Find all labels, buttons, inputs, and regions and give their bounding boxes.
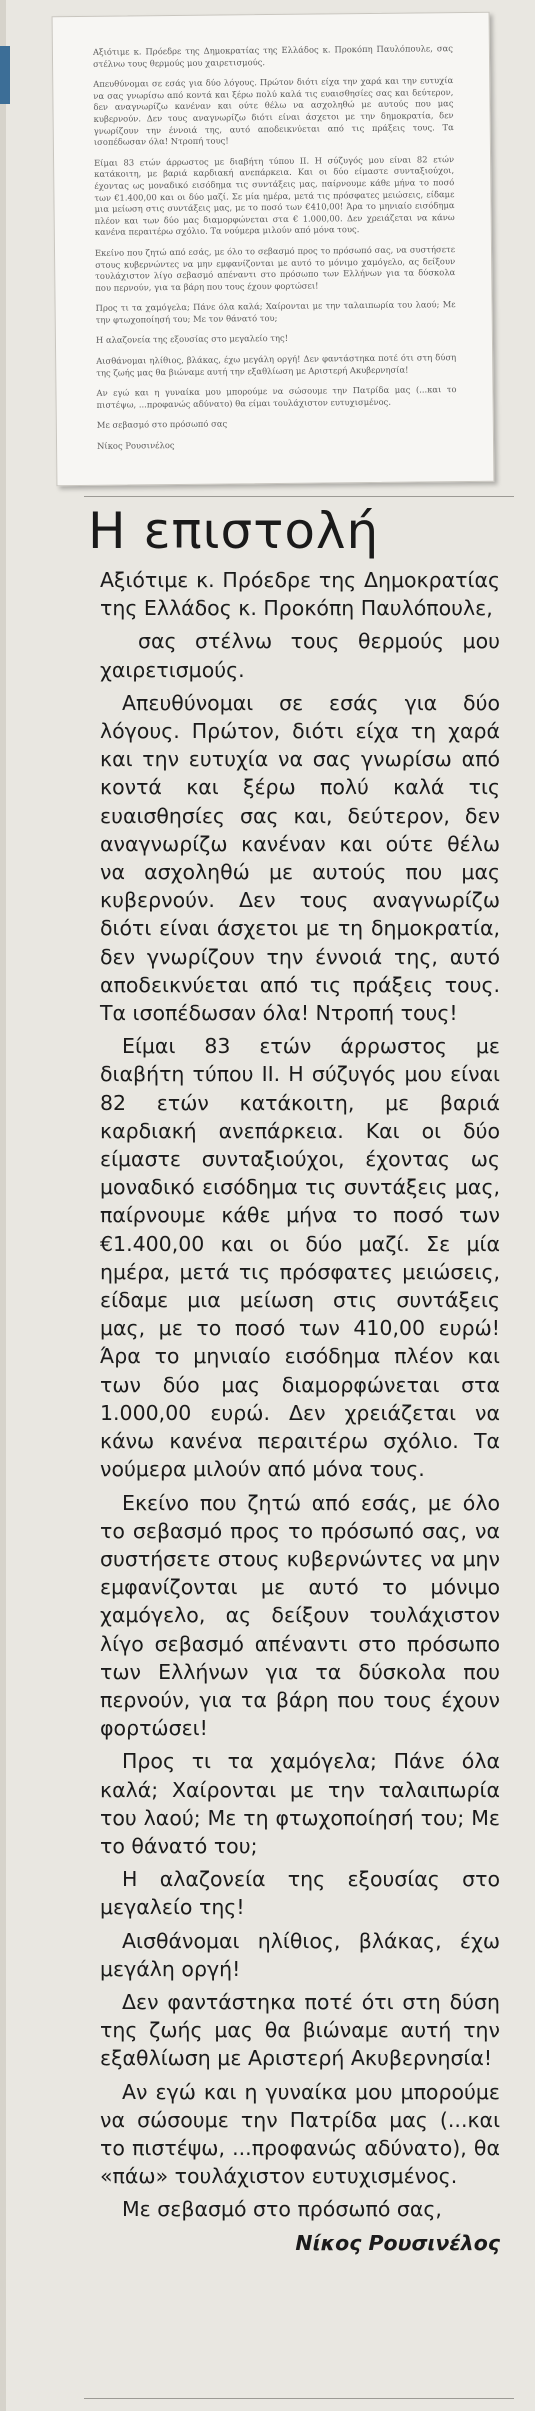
- photo-paragraph: Αξιότιμε κ. Πρόεδρε της Δημοκρατίας της Ελλάδος κ. Προκόπη Παυλόπουλε, σας στέλνω τους θερμούς μου χαιρετισμούς.: [92, 43, 453, 69]
- letter-photo-text: [53, 13, 494, 453]
- greeting-line: Αξιότιμε κ. Πρόεδρε της Δημοκρατίας της Ελλάδος κ. Προκόπη Παυλόπουλε,: [100, 568, 500, 621]
- article-paragraph: Εκείνο που ζητώ από εσάς, με όλο το σεβασμό προς το πρόσωπό σας, να συστήσετε στους κυβερνώντες να μην εμφανίζονται με αυτό το μόνιμο χαμόγελο, ας δείξουν τουλάχιστον λίγο σεβασμό απέναντι στο πρόσωπο των Ελλήνων για τα δύσκολα που περνούν, για τα βάρη που τους έχουν φορτώσει!: [100, 1490, 500, 1741]
- article-paragraph: Αισθάνομαι ηλίθιος, βλάκας, έχω μεγάλη οργή!: [100, 1928, 500, 1981]
- bottom-rule: [84, 2398, 514, 2399]
- page-edge: [0, 0, 6, 2411]
- adjacent-column-edge: [0, 46, 10, 104]
- closing-line: Με σεβασμό στο πρόσωπό σας,: [122, 2197, 442, 2222]
- article-body: [100, 566, 500, 2257]
- article-paragraph: Απευθύνομαι σε εσάς για δύο λόγους. Πρώτον, διότι είχα τη χαρά και την ευτυχία να σας γνωρίσω από κοντά και ξέρω πολύ καλά τις ευαισθησίες σας και, δεύτερον, δεν αναγνωρίζω κανέναν και ούτε θέλω να ασχοληθώ με αυτούς που μας κυβερνούν. Δεν τους αναγνωρίζω διότι είναι άσχετοι με τη δημοκρατία, δεν γνωρίζουν την έννοιά της, αυτό αποδεικνύεται από τις πράξεις τους. Τα ισοπέδωσαν όλα! Ντροπή τους!: [100, 690, 500, 1026]
- article-paragraph: Αν εγώ και η γυναίκα μου μπορούμε να σώσουμε την Πατρίδα μας (...και το πιστέψω, ...προφανώς αδύνατο), θα «πάω» τουλάχιστον ευτυχισμένος.: [100, 2079, 500, 2189]
- photo-paragraph: Είμαι 83 ετών άρρωστος με διαβήτη τύπου ΙΙ. Η σύζυγός μου είναι 82 ετών κατάκοιτη, με βαριά καρδιακή ανεπάρκεια. Και οι δύο είμαστε συνταξιούχοι, έχοντας ως μοναδικό εισόδημα τις συντάξεις μας, παίρνουμε κάθε μήνα το ποσό των €1.400,00 και οι δύο μαζί. Σε μία ημέρα, μετά τις πρόσφατες μειώσεις, είδαμε μια μείωση στις συντάξεις μας, με το ποσό των €410,00! Άρα το μηνιαίο εισόδημα πλέον και των δύο μας διαμορφώνεται στα € 1.000,00. Δεν χρειάζεται να κάνω κανένα περαιτέρω σχόλιο. Τα νούμερα μιλούν από μόνα τους.: [94, 153, 455, 238]
- photo-paragraph: Εκείνο που ζητώ από εσάς, με όλο το σεβασμό προς το πρόσωπό σας, να συστήσετε στους κυβερνώντες να μην εμφανίζονται με αυτό το μόνιμο χαμόγελο, ας δείξουν τουλάχιστον λίγο σεβασμό απέναντι στο πρόσωπο των Ελλήνων για τα δύσκολα που περνούν, για τα βάρη που τους έχουν φορτώσει!: [94, 244, 456, 293]
- letter-photo: [52, 12, 495, 487]
- photo-paragraph: Απευθύνομαι σε εσάς για δύο λόγους. Πρώτον διότι είχα την χαρά και την ευτυχία να σας γνωρίσω από κοντά και ξέρω πολύ καλά τις ευαισθησίες σας και δεύτερον, δεν αναγνωρίζω κανέναν και ούτε θέλω να ασχοληθώ με αυτούς που μας κυβερνούν. Δεν τους αναγνωρίζω διότι είναι άσχετοι με την δημοκρατία, δεν γνωρίζουν την έννοιά της, αυτό αποδεικνύεται από τις πράξεις τους. Τα ισοπέδωσαν όλα! Ντροπή τους!: [93, 75, 454, 148]
- top-rule: [84, 496, 514, 497]
- photo-paragraph: Προς τι τα χαμόγελα; Πάνε όλα καλά; Χαίρονται με την ταλαιπωρία του λαού; Με την φτωχοποίησή του; Με τον θάνατό του;: [95, 299, 456, 325]
- article-paragraph: Δεν φαντάστηκα ποτέ ότι στη δύση της ζωής μας θα βιώναμε αυτή την εξαθλίωση με Αριστερή Ακυβερνησία!: [100, 1989, 500, 2071]
- greeting-line: σας στέλνω τους θερμούς μου χαιρετισμούς.: [100, 629, 500, 682]
- signature: Νίκος Ρουσινέλος: [295, 2230, 500, 2255]
- photo-paragraph: Η αλαζονεία της εξουσίας στο μεγαλείο της!: [95, 333, 289, 346]
- photo-signature-line: Με σεβασμό στο πρόσωπό σας: [96, 418, 228, 431]
- photo-signature-name: Νίκος Ρουσινέλος: [96, 440, 175, 451]
- photo-paragraph: Αισθάνομαι ηλίθιος, βλάκας, έχω μεγάλη οργή! Δεν φαντάστηκα ποτέ ότι στη δύση της ζωής μας θα βιώναμε αυτή την εξαθλίωση με Αριστερή Ακυβερνησία!: [96, 352, 457, 378]
- article-paragraph: Η αλαζονεία της εξουσίας στο μεγαλείο της!: [100, 1867, 500, 1920]
- article-title: Η επιστολή: [88, 502, 380, 560]
- article-paragraph: Προς τι τα χαμόγελα; Πάνε όλα καλά; Χαίρονται με την ταλαιπωρία του λαού; Με τη φτωχοποίησή του; Με το θάνατό του;: [100, 1749, 500, 1858]
- photo-paragraph: Αν εγώ και η γυναίκα μου μπορούμε να σώσουμε την Πατρίδα μας (...και το πιστέψω, ...προφανώς αδύνατο) θα είμαι τουλάχιστον ευτυχισμένος.: [96, 384, 457, 410]
- article-paragraph: Είμαι 83 ετών άρρωστος με διαβήτη τύπου II. Η σύζυγός μου είναι 82 ετών κατάκοιτη, με βαριά καρδιακή ανεπάρκεια. Και οι δύο είμαστε συνταξιούχοι, έχοντας ως μοναδικό εισόδημα τις συντάξεις μας, παίρνουμε κάθε μήνα το ποσό των €1.400,00 και οι δύο μαζί. Σε μία ημέρα, μετά τις πρόσφατες μειώσεις, είδαμε μια μείωση στις συντάξεις μας, με το ποσό των 410,00 ευρώ! Άρα το μηνιαίο εισόδημα πλέον και των δύο μας διαμορφώνεται στα 1.000,00 ευρώ. Δεν χρειάζεται να κάνω κανένα περαιτέρω σχόλιο. Τα νούμερα μιλούν από μόνα τους.: [100, 1034, 500, 1482]
